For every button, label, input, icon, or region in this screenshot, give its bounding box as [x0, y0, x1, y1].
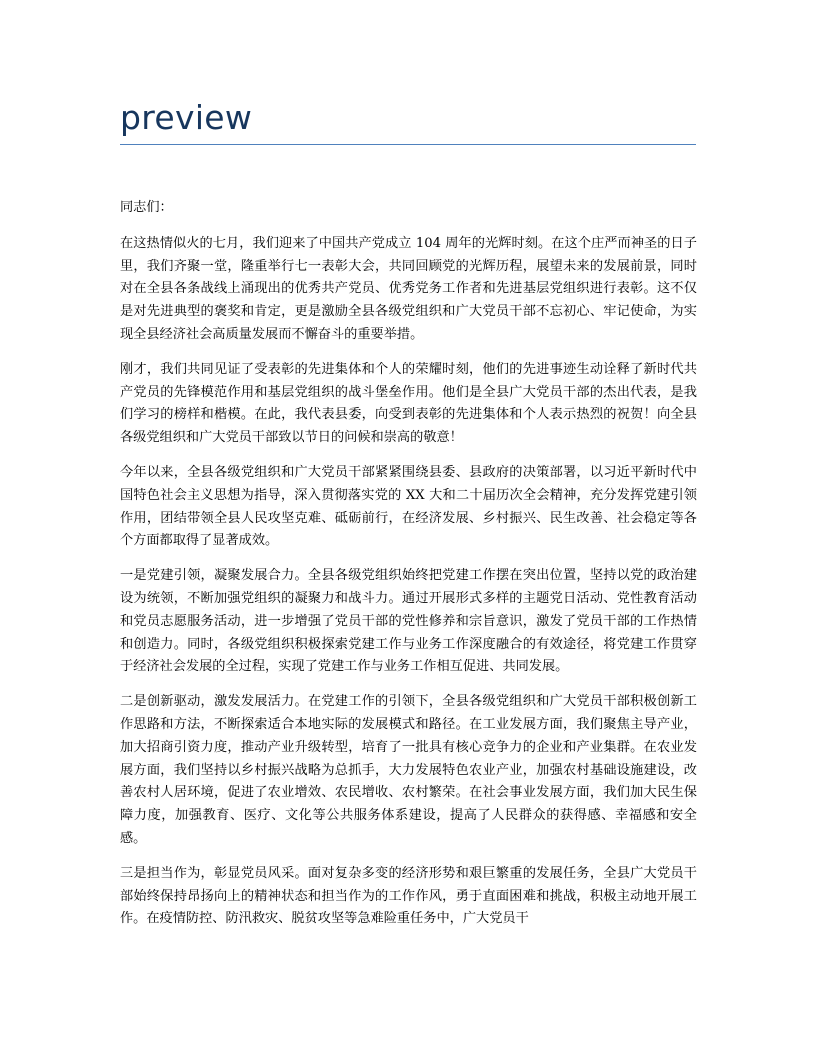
paragraph-3: 今年以来，全县各级党组织和广大党员干部紧紧围绕县委、县政府的决策部署，以习近平新时代中国特色社会主义思想为指导，深入贯彻落实党的 XX 大和二十届历次全会精神，充分发挥党建引领作用，团结带领全县人民攻坚克难、砥砺前行，在经济发展、乡村振兴、民生改善、社会稳定等各个方面都取得了显著成效。: [120, 464, 697, 549]
paragraph-2: 刚才，我们共同见证了受表彰的先进集体和个人的荣耀时刻，他们的先进事迹生动诠释了新时代共产党员的先锋模范作用和基层党组织的战斗堡垒作用。他们是全县广大党员干部的杰出代表，是我们学习的榜样和楷模。在此，我代表县委，向受到表彰的先进集体和个人表示热烈的祝贺！向全县各级党组织和广大党员干部致以节日的问候和崇高的敬意！: [120, 361, 697, 446]
paragraph-1: 在这热情似火的七月，我们迎来了中国共产党成立 104 周年的光辉时刻。在这个庄严而神圣的日子里，我们齐聚一堂，隆重举行七一表彰大会，共同回顾党的光辉历程，展望未来的发展前景，同时对在全县各条战线上涌现出的优秀共产党员、优秀党务工作者和先进基层党组织进行表彰。这不仅是对先进典型的褒奖和肯定，更是激励全县各级党组织和广大党员干部不忘初心、牢记使命，为实现全县经济社会高质量发展而不懈奋斗的重要举措。: [120, 235, 697, 342]
page-title: preview: [120, 98, 253, 137]
document-body: [120, 197, 697, 943]
paragraph-5: 二是创新驱动，激发发展活力。在党建工作的引领下，全县各级党组织和广大党员干部积极创新工作思路和方法，不断探索适合本地实际的发展模式和路径。在工业发展方面，我们聚焦主导产业，加大招商引资力度，推动产业升级转型，培育了一批具有核心竞争力的企业和产业集群。在农业发展方面，我们坚持以乡村振兴战略为总抓手，大力发展特色农业产业，加强农村基础设施建设，改善农村人居环境，促进了农业增效、农民增收、农村繁荣。在社会事业发展方面，我们加大民生保障力度，加强教育、医疗、文化等公共服务体系建设，提高了人民群众的获得感、幸福感和安全感。: [120, 694, 697, 846]
paragraph-6: 三是担当作为，彰显党员风采。面对复杂多变的经济形势和艰巨繁重的发展任务，全县广大党员干部始终保持昂扬向上的精神状态和担当作为的工作作风，勇于直面困难和挑战，积极主动地开展工作。在疫情防控、防汛救灾、脱贫攻坚等急难险重任务中，广大党员干: [120, 865, 697, 927]
paragraph-4: 一是党建引领，凝聚发展合力。全县各级党组织始终把党建工作摆在突出位置，坚持以党的政治建设为统领，不断加强党组织的凝聚力和战斗力。通过开展形式多样的主题党日活动、党性教育活动和党员志愿服务活动，进一步增强了党员干部的党性修养和宗旨意识，激发了党员干部的工作热情和创造力。同时，各级党组织积极探索党建工作与业务工作深度融合的有效途径，将党建工作贯穿于经济社会发展的全过程，实现了党建工作与业务工作相互促进、共同发展。: [120, 568, 697, 675]
title-divider: [120, 144, 696, 145]
greeting: 同志们：: [120, 200, 173, 215]
